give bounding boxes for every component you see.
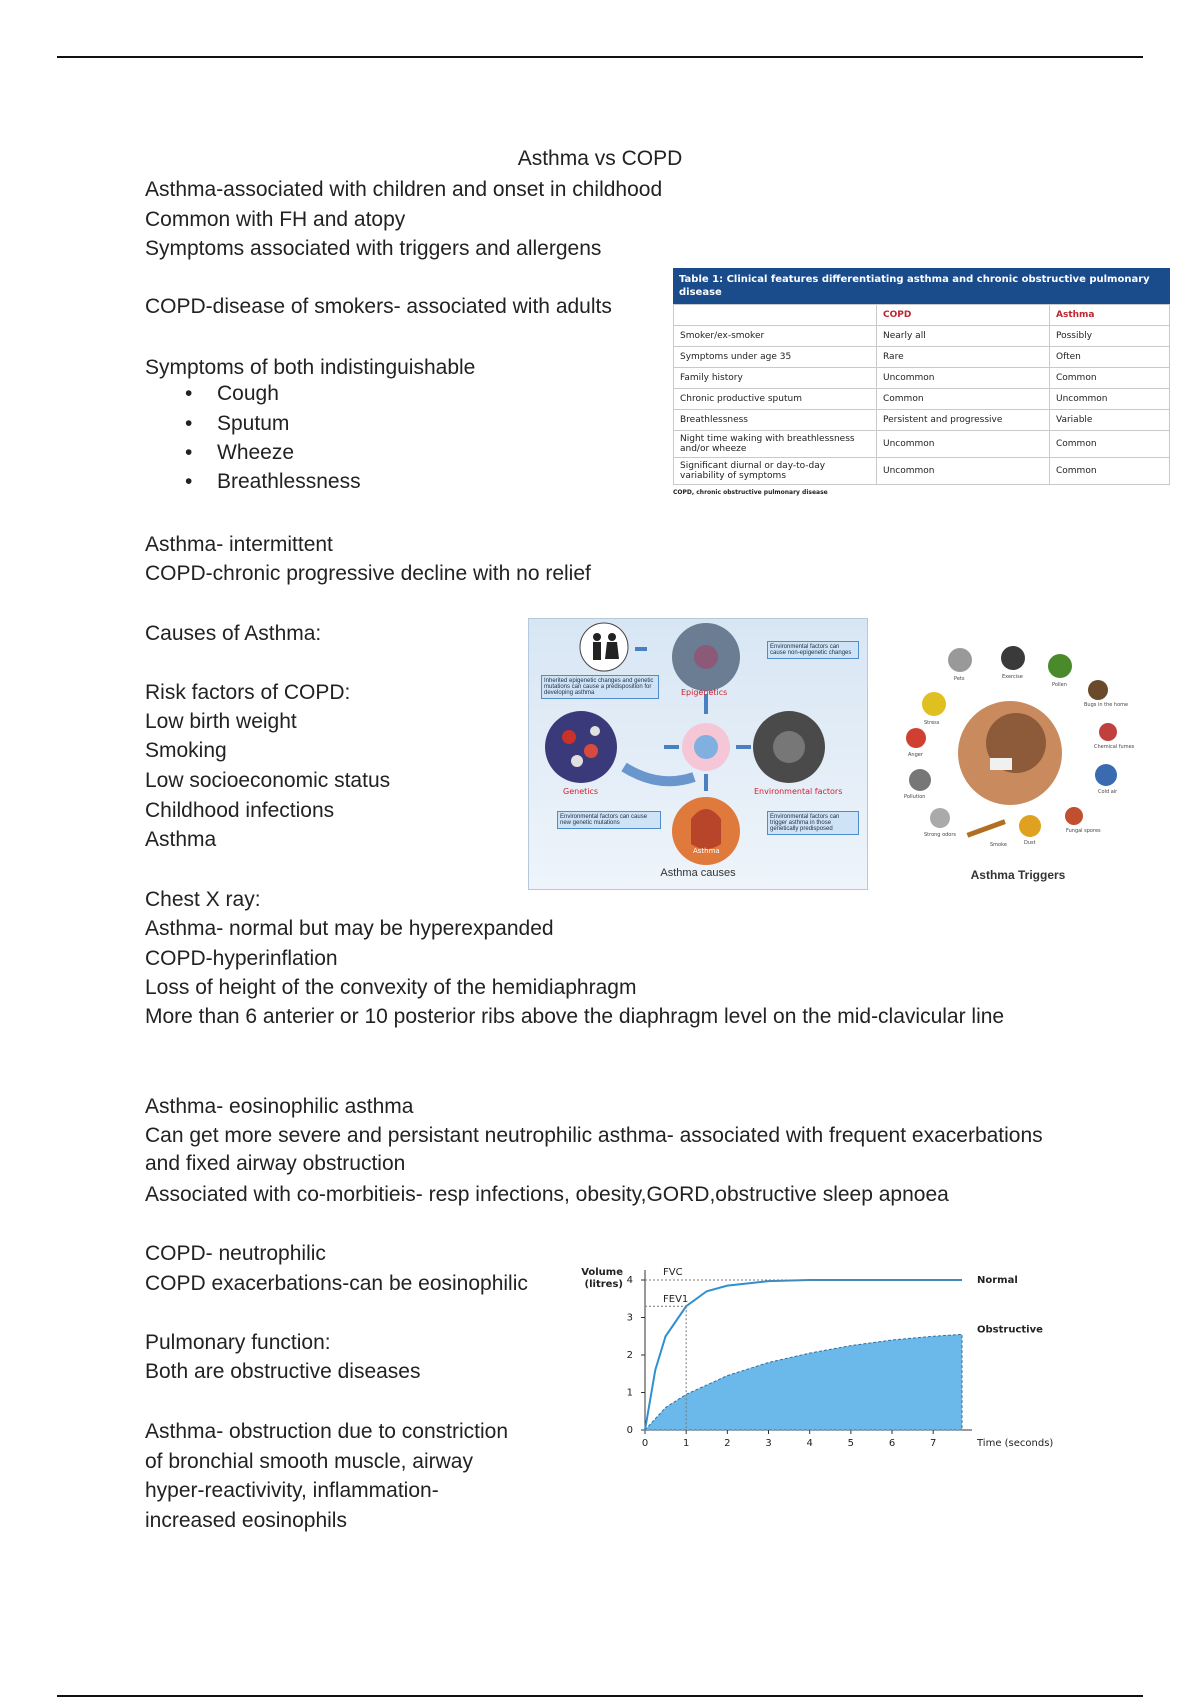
figure-caption: Asthma causes (660, 867, 736, 879)
stress-icon (922, 692, 946, 716)
table-row (674, 326, 1170, 347)
trigger-label: Pollen (1052, 682, 1067, 688)
comparison-table-figure (673, 268, 1170, 513)
x-tick-label: 2 (724, 1438, 731, 1449)
x-tick-label: 0 (641, 1438, 649, 1449)
table-row (674, 389, 1170, 410)
symptom-item: Cough (217, 382, 279, 405)
text-line: Both are obstructive diseases (145, 1360, 421, 1383)
bottom-rule (57, 1695, 1143, 1697)
table-cell: Common (877, 389, 1050, 410)
text-line: Asthma- eosinophilic asthma (145, 1095, 414, 1118)
x-tick-label: 4 (806, 1438, 813, 1449)
table-row (674, 410, 1170, 431)
trigger-label: Pollution (904, 794, 926, 800)
risk-factor-item: Asthma (145, 828, 217, 851)
asthma-causes-figure (528, 618, 868, 890)
risk-factor-item: Low birth weight (145, 710, 297, 733)
text-line: Loss of height of the convexity of the hemidiaphragm (145, 976, 637, 999)
top-rule (57, 56, 1143, 58)
trigger-label: Bugs in the home (1084, 702, 1129, 708)
x-axis-label: Time (seconds) (977, 1438, 1054, 1449)
table-cell: Rare (877, 347, 1050, 368)
x-tick-label: 1 (682, 1438, 690, 1449)
table-cell: Uncommon (877, 458, 1050, 485)
text-line: increased eosinophils (145, 1509, 347, 1532)
fev1-annotation: FEV1 (663, 1294, 689, 1305)
table-cell: Common (1050, 368, 1170, 389)
bullet-dot: • (185, 412, 193, 435)
epigenetics-label: Epigenetics (681, 688, 728, 697)
cold-air-icon (1095, 764, 1117, 786)
table-cell: Smoker/ex-smoker (674, 326, 877, 347)
series-label-normal: Normal (977, 1275, 1018, 1286)
trigger-label: Fungal spores (1066, 828, 1101, 834)
page-title: Asthma vs COPD (517, 147, 683, 170)
symptom-item: Sputum (217, 412, 290, 435)
x-tick-label: 6 (888, 1438, 896, 1449)
y-tick-label: 1 (626, 1387, 633, 1399)
table-cell: Significant diurnal or day-to-day variability of symptoms (674, 458, 877, 485)
note-bottom-left: Environmental factors can cause new genetic mutations (557, 811, 661, 829)
section-heading: Chest X ray: (145, 888, 261, 911)
environmental-label: Environmental factors (754, 787, 843, 796)
table-header-cell: Asthma (1050, 305, 1170, 326)
x-tick-label: 5 (847, 1438, 855, 1449)
text-line: Asthma-associated with children and onset in childhood (145, 178, 663, 201)
symptom-item: Breathlessness (217, 470, 361, 493)
asthma-label: Asthma (693, 847, 720, 855)
asthma-triggers-figure (898, 640, 1138, 885)
text-line: Common with FH and atopy (145, 208, 406, 231)
text-line: COPD exacerbations-can be eosinophilic (145, 1272, 528, 1295)
pollution-icon (909, 769, 931, 791)
risk-factor-item: Low socioeconomic status (145, 769, 391, 792)
table-row (674, 347, 1170, 368)
table-cell: Breathlessness (674, 410, 877, 431)
text-line: Asthma- normal but may be hyperexpanded (145, 917, 554, 940)
genetics-label: Genetics (563, 787, 599, 796)
text-line: Associated with co-morbitieis- resp infections, obesity,GORD,obstructive sleep apnoea (145, 1183, 949, 1206)
note-bottom-right: Environmental factors can trigger asthma in those genetically predisposed (767, 811, 859, 835)
series-label-obstructive: Obstructive (977, 1324, 1043, 1336)
pet-icon (948, 648, 972, 672)
symptom-item: Wheeze (217, 441, 295, 464)
bullet-dot: • (185, 470, 193, 493)
table-cell: Common (1050, 431, 1170, 458)
obstructive-area (645, 1334, 962, 1430)
text-line: Symptoms associated with triggers and allergens (145, 237, 602, 260)
table-cell: Often (1050, 347, 1170, 368)
y-tick-label: 3 (626, 1312, 633, 1324)
table-cell: Symptoms under age 35 (674, 347, 877, 368)
trigger-label: Smoke (990, 842, 1007, 848)
comparison-table (673, 304, 1170, 485)
trigger-label: Cold air (1098, 789, 1118, 795)
table-header-cell (674, 305, 877, 326)
table-cell: Uncommon (877, 431, 1050, 458)
smoke-icon (967, 819, 1006, 837)
figure-caption: Asthma Triggers (970, 868, 1066, 882)
asthma-triggers-diagram (898, 640, 1138, 865)
asthma-causes-diagram (529, 619, 867, 889)
y-tick-label: 2 (626, 1350, 633, 1361)
table-row (674, 458, 1170, 485)
text-line: of bronchial smooth muscle, airway (145, 1450, 473, 1473)
table-cell: Uncommon (877, 368, 1050, 389)
text-line: COPD-disease of smokers- associated with adults (145, 295, 612, 318)
text-line: Asthma- obstruction due to constriction (145, 1420, 509, 1443)
section-heading: Pulmonary function: (145, 1331, 331, 1354)
fungal-icon (1065, 807, 1083, 825)
spirometry-chart (575, 1245, 1060, 1465)
text-line: COPD-hyperinflation (145, 947, 338, 970)
y-tick-label: 0 (626, 1425, 633, 1436)
parents-icon (580, 623, 628, 671)
text-line: COPD-chronic progressive decline with no relief (145, 562, 591, 585)
table-cell: Family history (674, 368, 877, 389)
bullet-dot: • (185, 441, 193, 464)
fvc-annotation: FVC (663, 1267, 683, 1278)
risk-factor-item: Childhood infections (145, 799, 335, 822)
bug-icon (1088, 680, 1108, 700)
text-line: Can get more severe and persistant neutrophilic asthma- associated with frequent exacerbations and fixed airway obstruction (145, 1124, 1043, 1175)
table-row (674, 431, 1170, 458)
text-line: hyper-reactivivity, inflammation- (145, 1479, 439, 1502)
trigger-label: Strong odors (924, 832, 957, 838)
chemical-icon (1099, 723, 1117, 741)
risk-factor-item: Smoking (145, 739, 227, 762)
table-cell: Variable (1050, 410, 1170, 431)
trigger-label: Exercise (1002, 674, 1023, 680)
table-row (674, 368, 1170, 389)
section-heading: Symptoms of both indistinguishable (145, 356, 476, 379)
table-cell: Possibly (1050, 326, 1170, 347)
table-cell: Night time waking with breathlessness and/or wheeze (674, 431, 877, 458)
inhaler-icon (990, 758, 1012, 770)
odor-icon (930, 808, 950, 828)
table-header-cell: COPD (877, 305, 1050, 326)
anger-icon (906, 728, 926, 748)
dust-icon (1019, 815, 1041, 837)
table-header-row (674, 305, 1170, 326)
text-line: Asthma- intermittent (145, 533, 333, 556)
table-title: Table 1: Clinical features differentiating asthma and chronic obstructive pulmonary disease (673, 268, 1170, 304)
note-left: Inherited epigenetic changes and genetic mutations can cause a predisposition for developing asthma (541, 675, 659, 699)
table-cell: Chronic productive sputum (674, 389, 877, 410)
text-line: More than 6 anterier or 10 posterior ribs above the diaphragm level on the mid-clavicular line (145, 1005, 1005, 1028)
section-heading: Causes of Asthma: (145, 622, 322, 645)
trigger-label: Anger (908, 752, 923, 758)
x-tick-label: 3 (765, 1438, 772, 1449)
table-cell: Persistent and progressive (877, 410, 1050, 431)
note-top-right: Environmental factors can cause non-epigenetic changes (767, 641, 859, 659)
trigger-label: Stress (924, 720, 940, 726)
section-heading: Risk factors of COPD: (145, 681, 351, 704)
table-cell: Nearly all (877, 326, 1050, 347)
y-axis-label: Volume (581, 1267, 623, 1278)
exercise-icon (1001, 646, 1025, 670)
pollen-icon (1048, 654, 1072, 678)
y-tick-label: 4 (626, 1275, 633, 1286)
table-cell: Common (1050, 458, 1170, 485)
y-axis-label: (litres) (584, 1279, 623, 1290)
trigger-label: Chemical fumes (1094, 744, 1135, 750)
x-tick-label: 7 (929, 1438, 937, 1449)
table-footnote: COPD, chronic obstructive pulmonary disease (673, 489, 828, 496)
genetics-image (545, 711, 617, 783)
table-cell: Uncommon (1050, 389, 1170, 410)
trigger-label: Pets (954, 676, 965, 682)
bullet-dot: • (185, 382, 193, 405)
trigger-label: Dust (1024, 840, 1036, 846)
text-line: COPD- neutrophilic (145, 1242, 326, 1265)
